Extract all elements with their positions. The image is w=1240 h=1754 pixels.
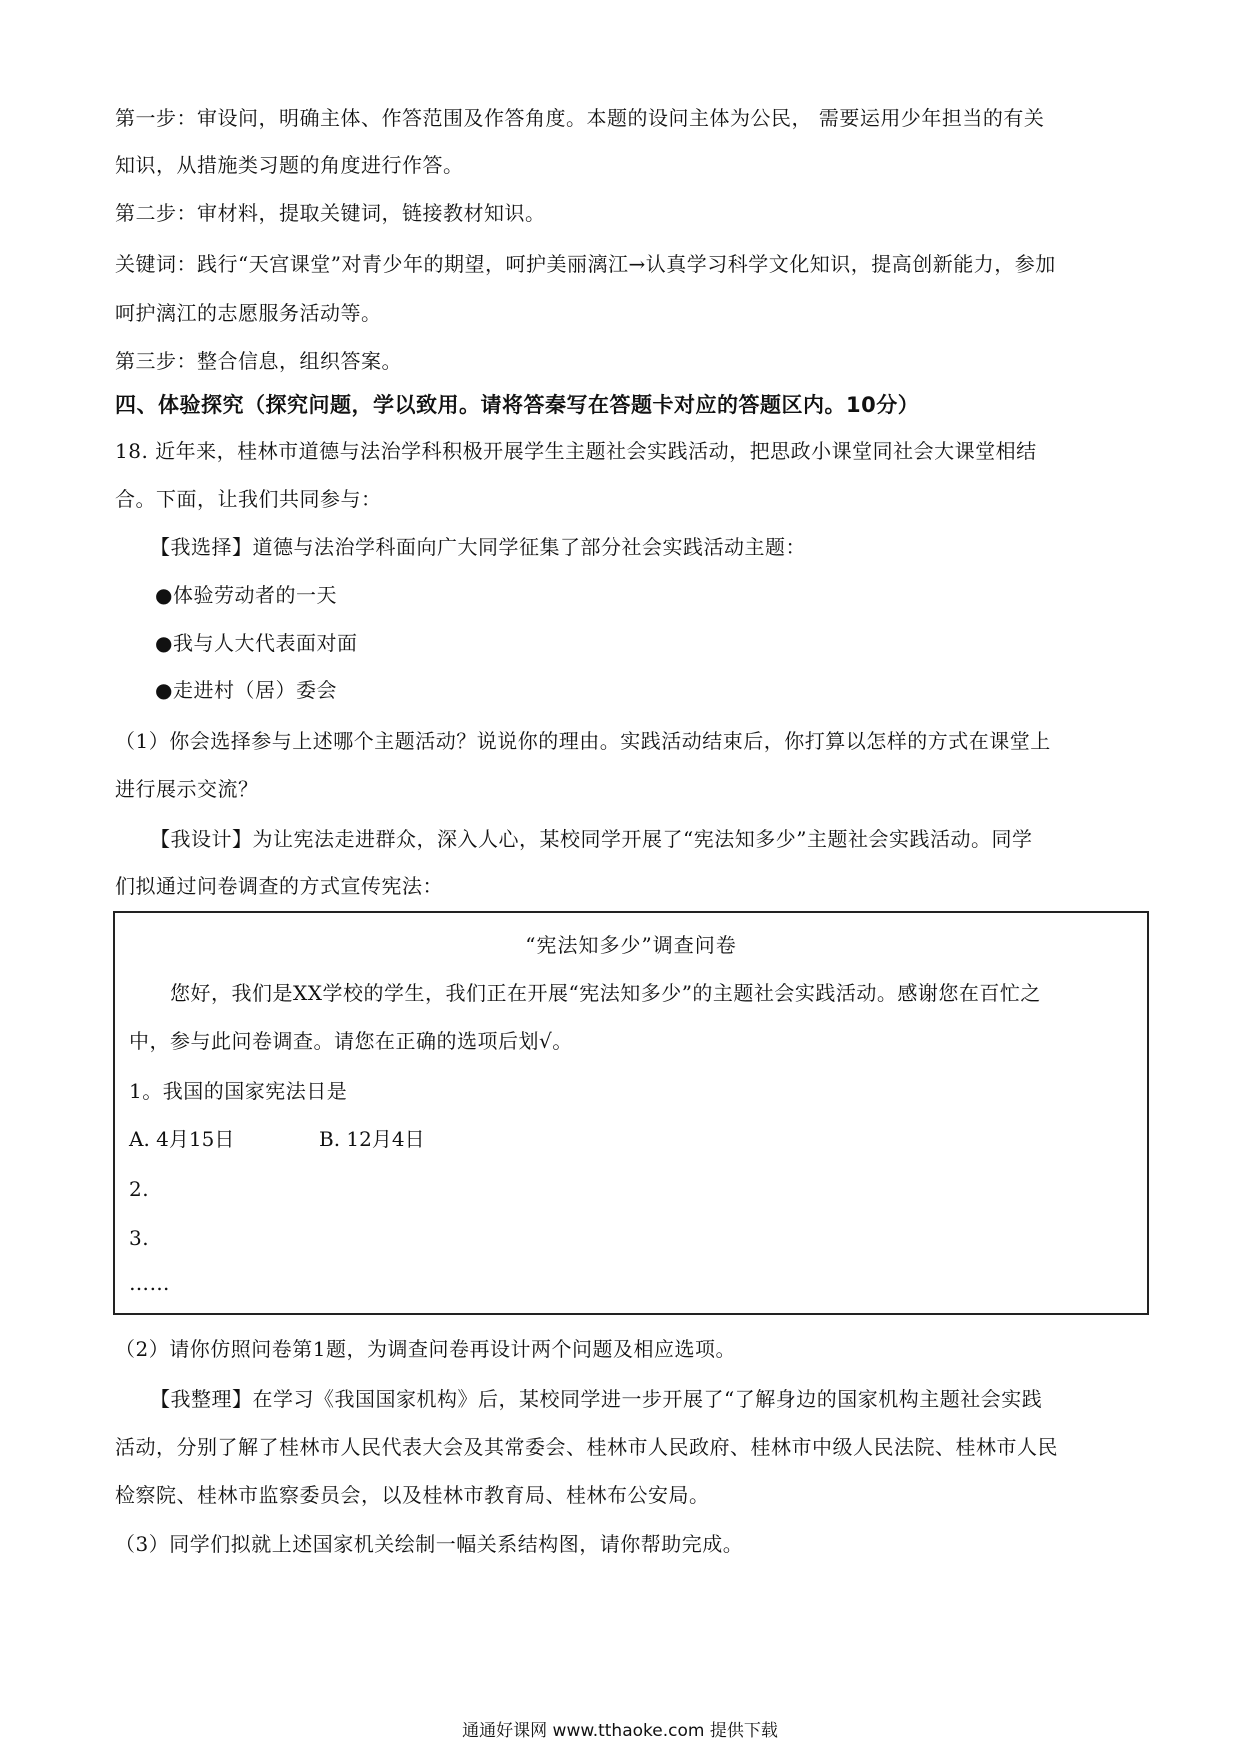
analysis-keywords-line1: 关键词：践行“天宫课堂”对青少年的期望，呵护美丽漓江→认真学习科学文化知识，提高创新能力，参加 (115, 252, 1056, 276)
analysis-step1-line2: 知识，从措施类习题的角度进行作答。 (115, 153, 464, 177)
sub-question-1-line1: （1）你会选择参与上述哪个主题活动？说说你的理由。实践活动结束后，你打算以怎样的方式在课堂上 (115, 729, 1051, 753)
survey-question-2: 2. (129, 1177, 150, 1201)
footer-source: 通通好课网 www.tthaoke.com 提供下载 (462, 1721, 778, 1741)
analysis-keywords-line2: 呵护漓江的志愿服务活动等。 (115, 301, 382, 325)
design-line2: 们拟通过问卷调查的方式宣传宪法： (115, 874, 443, 898)
analysis-step1-line1: 第一步：审设问，明确主体、作答范围及作答角度。本题的设问主体为公民， 需要运用少年担当的有关 (115, 106, 1045, 130)
organize-line2: 活动，分别了解了桂林市人民代表大会及其常委会、桂林市人民政府、桂林市中级人民法院、桂林市人民 (115, 1435, 1058, 1459)
section-heading: 四、体验探究（探究问题，学以致用。请将答秦写在答题卡对应的答题区内。10分） (115, 393, 920, 417)
organize-line1: 【我整理】在学习《我国国家机构》后，某校同学进一步开展了“了解身边的国家机构主题社会实践 (150, 1387, 1043, 1411)
organize-line3: 检察院、桂林市监察委员会，以及桂林市教育局、桂林布公安局。 (115, 1483, 710, 1507)
survey-ellipsis: …… (129, 1271, 170, 1295)
survey-title: “宪法知多少”调查问卷 (525, 933, 737, 957)
question18-intro-line2: 合。下面，让我们共同参与： (115, 487, 382, 511)
sub-question-1-line2: 进行展示交流？ (115, 777, 259, 801)
survey-question-1: 1。我国的国家宪法日是 (129, 1079, 348, 1103)
bullet-item: ●体验劳动者的一天 (155, 583, 337, 607)
question18-intro-line1: 18. 近年来，桂林市道德与法治学科积极开展学生主题社会实践活动，把思政小课堂同社会大课堂相结 (115, 439, 1037, 463)
survey-box (113, 911, 1149, 1315)
bullet-item: ●走进村（居）委会 (155, 678, 337, 702)
sub-question-3: （3）同学们拟就上述国家机关绘制一幅关系结构图，请你帮助完成。 (115, 1532, 744, 1556)
survey-intro-line2: 中，参与此问卷调查。请您在正确的选项后划√。 (129, 1029, 573, 1053)
survey-option-b: B. 12月4日 (319, 1127, 425, 1151)
design-line1: 【我设计】为让宪法走进群众，深入人心，某校同学开展了“宪法知多少”主题社会实践活动。同学 (150, 827, 1033, 851)
sub-question-2: （2）请你仿照问卷第1题，为调查问卷再设计两个问题及相应选项。 (115, 1337, 736, 1361)
survey-option-a: A. 4月15日 (129, 1127, 235, 1151)
choose-label: 【我选择】道德与法治学科面向广大同学征集了部分社会实践活动主题： (150, 535, 806, 559)
survey-intro-line1: 您好，我们是XX学校的学生，我们正在开展“宪法知多少”的主题社会实践活动。感谢您在百忙之 (170, 981, 1041, 1005)
survey-question-3: 3. (129, 1226, 150, 1250)
bullet-item: ●我与人大代表面对面 (155, 631, 358, 655)
analysis-step3: 第三步：整合信息，组织答案。 (115, 349, 402, 373)
analysis-step2: 第二步：审材料，提取关键词，链接教材知识。 (115, 201, 546, 225)
